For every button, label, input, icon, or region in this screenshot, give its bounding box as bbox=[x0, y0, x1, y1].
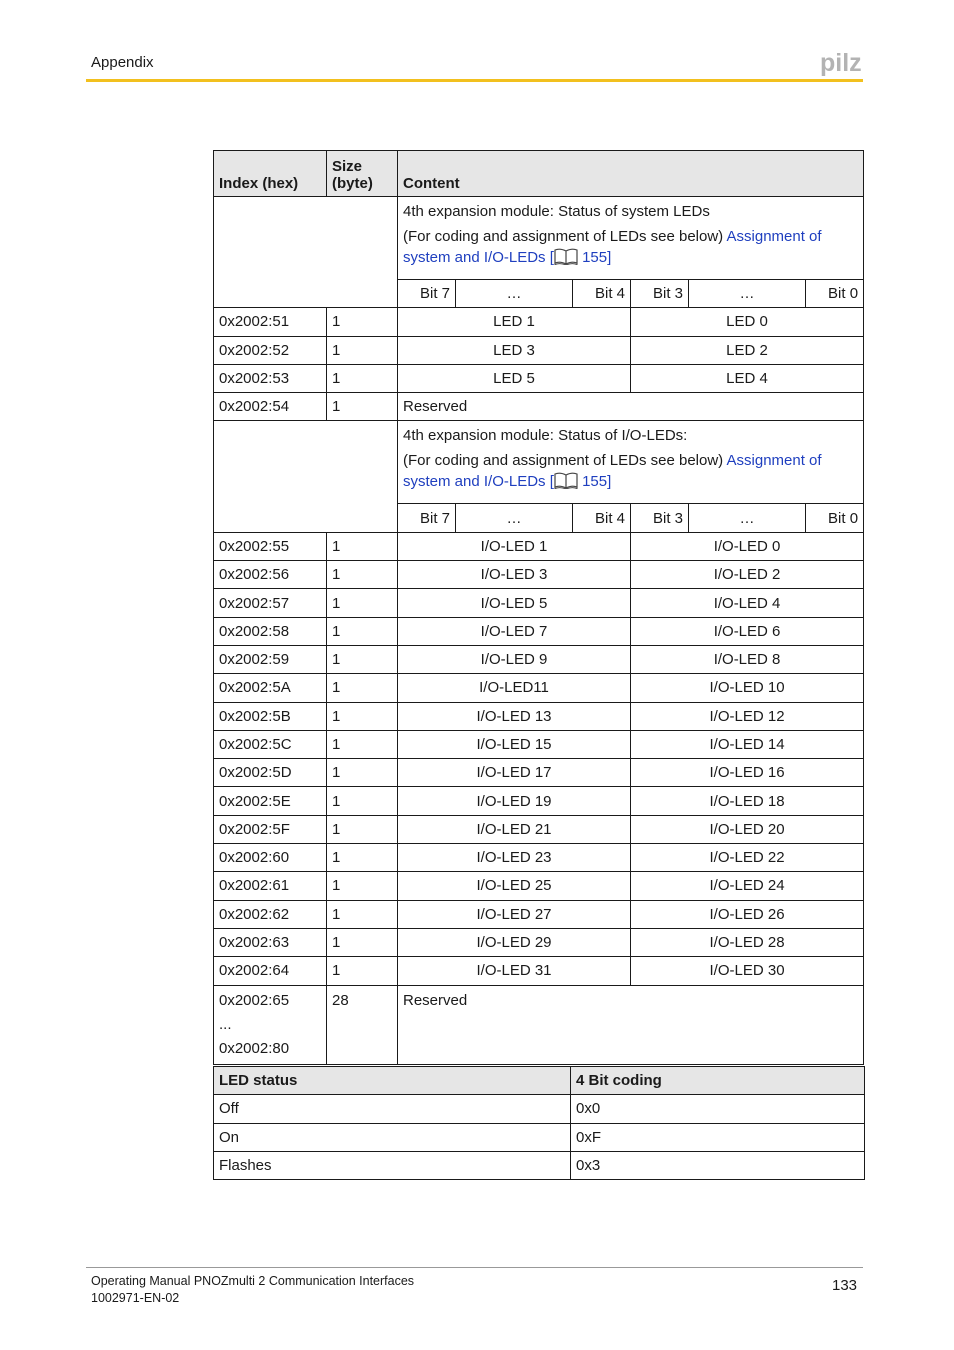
bit-coding-cell: 0x3 bbox=[571, 1151, 865, 1179]
book-icon bbox=[554, 472, 578, 495]
size-cell: 1 bbox=[327, 364, 398, 392]
svg-text:pilz: pilz bbox=[820, 50, 862, 76]
led-low-nibble: LED 2 bbox=[631, 336, 864, 364]
size-cell: 1 bbox=[327, 336, 398, 364]
led-high-nibble: I/O-LED 19 bbox=[398, 787, 631, 815]
io-leds-note: (For coding and assignment of LEDs see below) Assignment of system and I/O-LEDs [ 155] bbox=[403, 450, 858, 495]
index-cell: 0x2002:5A bbox=[214, 674, 327, 702]
led-high-nibble: I/O-LED 17 bbox=[398, 759, 631, 787]
table-row bbox=[214, 815, 864, 843]
size-cell: 1 bbox=[327, 561, 398, 589]
led-high-nibble: I/O-LED 9 bbox=[398, 645, 631, 673]
led-high-nibble: I/O-LED 29 bbox=[398, 928, 631, 956]
bit-label: … bbox=[689, 280, 806, 308]
size-cell: 1 bbox=[327, 617, 398, 645]
table-row bbox=[214, 759, 864, 787]
led-high-nibble: I/O-LED 25 bbox=[398, 872, 631, 900]
led-low-nibble: I/O-LED 22 bbox=[631, 844, 864, 872]
index-cell: 0x2002:57 bbox=[214, 589, 327, 617]
index-cell: 0x2002:53 bbox=[214, 364, 327, 392]
led-high-nibble: LED 3 bbox=[398, 336, 631, 364]
led-high-nibble: I/O-LED 7 bbox=[398, 617, 631, 645]
index-cell: 0x2002:54 bbox=[214, 393, 327, 421]
led-low-nibble: I/O-LED 8 bbox=[631, 645, 864, 673]
led-low-nibble: I/O-LED 6 bbox=[631, 617, 864, 645]
led-low-nibble: I/O-LED 10 bbox=[631, 674, 864, 702]
table-row bbox=[214, 1095, 865, 1123]
index-cell: 0x2002:5D bbox=[214, 759, 327, 787]
led-high-nibble: I/O-LED 23 bbox=[398, 844, 631, 872]
header-led-status: LED status bbox=[214, 1067, 571, 1095]
index-cell: 0x2002:58 bbox=[214, 617, 327, 645]
table-row bbox=[214, 1151, 865, 1179]
empty-cell bbox=[214, 197, 398, 308]
led-low-nibble: I/O-LED 28 bbox=[631, 928, 864, 956]
bit-label: Bit 4 bbox=[573, 280, 631, 308]
section-title: Appendix bbox=[91, 54, 154, 71]
table-row bbox=[214, 702, 864, 730]
led-high-nibble: I/O-LED 3 bbox=[398, 561, 631, 589]
pilz-logo bbox=[820, 50, 864, 81]
reserved-content: Reserved bbox=[398, 393, 864, 421]
size-cell: 1 bbox=[327, 730, 398, 758]
bit-label: Bit 3 bbox=[631, 280, 689, 308]
size-cell: 1 bbox=[327, 308, 398, 336]
led-high-nibble: I/O-LED 27 bbox=[398, 900, 631, 928]
led-low-nibble: LED 4 bbox=[631, 364, 864, 392]
led-high-nibble: I/O-LED 5 bbox=[398, 589, 631, 617]
index-cell: 0x2002:52 bbox=[214, 336, 327, 364]
bit-label: Bit 3 bbox=[631, 504, 689, 532]
index-cell: 0x2002:60 bbox=[214, 844, 327, 872]
bit-label: Bit 7 bbox=[398, 504, 456, 532]
size-cell: 1 bbox=[327, 532, 398, 560]
page-number: 133 bbox=[832, 1277, 858, 1294]
led-high-nibble: I/O-LED 21 bbox=[398, 815, 631, 843]
index-cell: 0x2002:5B bbox=[214, 702, 327, 730]
table-row bbox=[214, 393, 864, 421]
bit-label: Bit 0 bbox=[806, 504, 864, 532]
footer-rule bbox=[86, 1267, 863, 1268]
bit-label: Bit 7 bbox=[398, 280, 456, 308]
led-low-nibble: LED 0 bbox=[631, 308, 864, 336]
led-status-cell: On bbox=[214, 1123, 571, 1151]
manual-title: Operating Manual PNOZmulti 2 Communication Interfaces bbox=[91, 1274, 415, 1288]
size-cell: 1 bbox=[327, 928, 398, 956]
bit-label: … bbox=[456, 280, 573, 308]
index-cell: 0x2002:5E bbox=[214, 787, 327, 815]
assignment-link[interactable]: Assignment of system and I/O-LEDs [ 155] bbox=[403, 452, 822, 490]
size-cell: 1 bbox=[327, 815, 398, 843]
document-number: 1002971-EN-02 bbox=[91, 1291, 180, 1305]
led-status-cell: Flashes bbox=[214, 1151, 571, 1179]
object-index-table bbox=[213, 150, 864, 1065]
size-cell: 1 bbox=[327, 674, 398, 702]
size-cell: 1 bbox=[327, 900, 398, 928]
bit-label: Bit 0 bbox=[806, 280, 864, 308]
led-low-nibble: I/O-LED 0 bbox=[631, 532, 864, 560]
bit-label: … bbox=[456, 504, 573, 532]
led-status-cell: Off bbox=[214, 1095, 571, 1123]
table-row bbox=[214, 844, 864, 872]
led-low-nibble: I/O-LED 24 bbox=[631, 872, 864, 900]
table-row bbox=[214, 900, 864, 928]
led-low-nibble: I/O-LED 20 bbox=[631, 815, 864, 843]
led-low-nibble: I/O-LED 2 bbox=[631, 561, 864, 589]
table-row bbox=[214, 589, 864, 617]
table-row bbox=[214, 957, 864, 985]
assignment-link[interactable]: Assignment of system and I/O-LEDs [ 155] bbox=[403, 228, 822, 266]
size-cell: 1 bbox=[327, 702, 398, 730]
empty-cell bbox=[214, 421, 398, 532]
table-row bbox=[214, 1123, 865, 1151]
led-high-nibble: LED 1 bbox=[398, 308, 631, 336]
table-row bbox=[214, 308, 864, 336]
led-high-nibble: I/O-LED 1 bbox=[398, 532, 631, 560]
reserved-size: 28 bbox=[327, 985, 398, 1064]
led-status-table bbox=[213, 1066, 865, 1180]
led-high-nibble: I/O-LED 31 bbox=[398, 957, 631, 985]
table-row bbox=[214, 730, 864, 758]
table-row bbox=[214, 532, 864, 560]
bit-label: Bit 4 bbox=[573, 504, 631, 532]
table-row bbox=[214, 928, 864, 956]
table-row bbox=[214, 645, 864, 673]
size-cell: 1 bbox=[327, 844, 398, 872]
io-leds-description bbox=[398, 421, 864, 504]
led-high-nibble: I/O-LED11 bbox=[398, 674, 631, 702]
header-index: Index (hex) bbox=[214, 151, 327, 197]
bit-coding-cell: 0x0 bbox=[571, 1095, 865, 1123]
table-row bbox=[214, 336, 864, 364]
index-cell: 0x2002:5F bbox=[214, 815, 327, 843]
table-row bbox=[214, 561, 864, 589]
size-cell: 1 bbox=[327, 589, 398, 617]
header-rule bbox=[86, 79, 863, 82]
size-cell: 1 bbox=[327, 645, 398, 673]
size-cell: 1 bbox=[327, 759, 398, 787]
index-cell: 0x2002:56 bbox=[214, 561, 327, 589]
led-low-nibble: I/O-LED 14 bbox=[631, 730, 864, 758]
bit-coding-cell: 0xF bbox=[571, 1123, 865, 1151]
led-low-nibble: I/O-LED 30 bbox=[631, 957, 864, 985]
system-leds-title: 4th expansion module: Status of system LEDs bbox=[403, 203, 710, 220]
led-low-nibble: I/O-LED 18 bbox=[631, 787, 864, 815]
book-icon bbox=[554, 248, 578, 271]
system-leds-description bbox=[398, 197, 864, 280]
led-low-nibble: I/O-LED 26 bbox=[631, 900, 864, 928]
size-cell: 1 bbox=[327, 957, 398, 985]
footer-info bbox=[91, 1273, 414, 1307]
index-cell: 0x2002:59 bbox=[214, 645, 327, 673]
reserved-content: Reserved bbox=[398, 985, 864, 1064]
index-cell: 0x2002:55 bbox=[214, 532, 327, 560]
size-cell: 1 bbox=[327, 787, 398, 815]
index-cell: 0x2002:61 bbox=[214, 872, 327, 900]
index-cell: 0x2002:5C bbox=[214, 730, 327, 758]
index-cell: 0x2002:51 bbox=[214, 308, 327, 336]
header-size: Size (byte) bbox=[327, 151, 398, 197]
led-low-nibble: I/O-LED 12 bbox=[631, 702, 864, 730]
header-bit-coding: 4 Bit coding bbox=[571, 1067, 865, 1095]
index-cell: 0x2002:64 bbox=[214, 957, 327, 985]
led-low-nibble: I/O-LED 16 bbox=[631, 759, 864, 787]
reserved-index-range: 0x2002:65 ... 0x2002:80 bbox=[214, 985, 327, 1064]
size-cell: 1 bbox=[327, 393, 398, 421]
system-leds-note: (For coding and assignment of LEDs see below) Assignment of system and I/O-LEDs [ 155] bbox=[403, 226, 858, 271]
index-cell: 0x2002:62 bbox=[214, 900, 327, 928]
led-high-nibble: I/O-LED 13 bbox=[398, 702, 631, 730]
bit-label: … bbox=[689, 504, 806, 532]
index-cell: 0x2002:63 bbox=[214, 928, 327, 956]
led-low-nibble: I/O-LED 4 bbox=[631, 589, 864, 617]
table-row bbox=[214, 617, 864, 645]
table-row bbox=[214, 674, 864, 702]
table-row bbox=[214, 787, 864, 815]
header-content: Content bbox=[398, 151, 864, 197]
size-cell: 1 bbox=[327, 872, 398, 900]
io-leds-title: 4th expansion module: Status of I/O-LEDs: bbox=[403, 427, 688, 445]
led-high-nibble: I/O-LED 15 bbox=[398, 730, 631, 758]
led-high-nibble: LED 5 bbox=[398, 364, 631, 392]
table-row bbox=[214, 872, 864, 900]
table-row bbox=[214, 364, 864, 392]
